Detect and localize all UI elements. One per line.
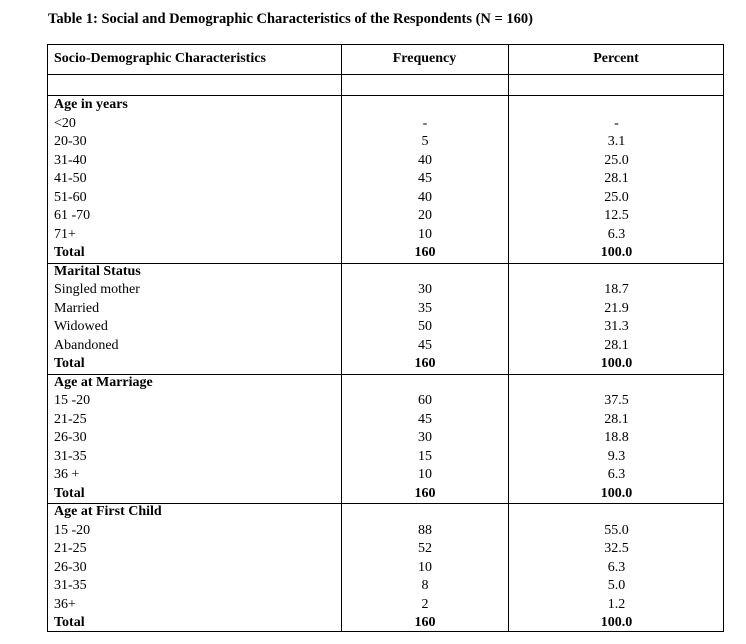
percent-cell: 31.3 (604, 319, 629, 334)
frequency-cell: 40 (418, 152, 432, 168)
row-label: 36+ (54, 596, 76, 612)
percent-cell: 100.0 (600, 245, 633, 260)
percent-cell (509, 374, 724, 392)
frequency-cell: 88 (418, 522, 432, 538)
percent-cell: 32.5 (604, 541, 629, 556)
section-heading: Age in years (54, 97, 128, 112)
percent-cell (509, 96, 724, 114)
percent-cell: 55.0 (604, 522, 629, 538)
percent-cell: 100.0 (600, 615, 633, 630)
percent-cell: 12.5 (604, 208, 629, 223)
frequency-cell: 10 (418, 467, 432, 482)
total-label: Total (54, 615, 85, 630)
percent-cell (509, 263, 724, 281)
frequency-cell: 10 (418, 559, 432, 575)
frequency-cell: 8 (421, 578, 429, 593)
frequency-cell: 30 (418, 430, 432, 445)
frequency-cell: 160 (414, 485, 436, 501)
percent-cell: 18.8 (604, 430, 629, 445)
total-label: Total (54, 245, 85, 260)
frequency-cell: 160 (414, 245, 436, 260)
percent-cell: 6.3 (607, 559, 626, 575)
row-label: 41-50 (54, 171, 87, 186)
frequency-cell: 15 (418, 448, 432, 464)
frequency-cell: 45 (418, 337, 432, 353)
frequency-cell: 160 (414, 356, 436, 371)
percent-cell: 18.7 (604, 282, 629, 297)
frequency-cell (345, 263, 505, 281)
percent-cell: 28.1 (604, 411, 629, 427)
frequency-cell: 52 (418, 541, 432, 556)
section-heading: Age at First Child (54, 504, 162, 519)
header-frequency: Frequency (392, 51, 457, 66)
table-caption: Table 1: Social and Demographic Characteristics of the Respondents (N = 160) (48, 11, 533, 27)
percent-cell: 100.0 (600, 485, 633, 501)
row-label: 31-40 (54, 152, 87, 168)
percent-cell: 37.5 (604, 393, 629, 408)
percent-cell: 25.0 (604, 189, 629, 205)
row-label: <20 (54, 115, 76, 131)
row-label: 71+ (54, 226, 76, 242)
header-divider (48, 74, 723, 75)
row-label: Widowed (54, 319, 108, 334)
frequency-cell: 50 (418, 319, 432, 334)
row-label: 21-25 (54, 411, 87, 427)
row-label: Singled mother (54, 282, 140, 297)
row-label: 31-35 (54, 578, 87, 593)
percent-cell: - (614, 115, 619, 131)
row-label: 26-30 (54, 559, 87, 575)
percent-cell: 5.0 (607, 578, 626, 593)
percent-cell: 6.3 (607, 226, 626, 242)
row-label: 20-30 (54, 134, 87, 149)
total-label: Total (54, 356, 85, 371)
frequency-cell: 30 (418, 282, 432, 297)
percent-cell: 6.3 (607, 467, 626, 482)
demographics-table (47, 44, 724, 632)
row-label: 31-35 (54, 448, 87, 464)
frequency-cell: 160 (414, 615, 436, 630)
frequency-cell: 10 (418, 226, 432, 242)
row-label: Married (54, 300, 100, 316)
row-label: 51-60 (54, 189, 87, 205)
row-label: 61 -70 (54, 208, 91, 223)
percent-cell: 9.3 (607, 448, 626, 464)
frequency-cell: 2 (421, 596, 429, 612)
row-label: 26-30 (54, 430, 87, 445)
row-label: Abandoned (54, 337, 119, 353)
frequency-cell: 40 (418, 189, 432, 205)
frequency-cell (345, 503, 505, 521)
percent-cell: 28.1 (604, 171, 629, 186)
frequency-cell: 35 (418, 300, 432, 316)
section-heading: Age at Marriage (54, 374, 153, 390)
frequency-cell: 45 (418, 411, 432, 427)
row-label: 15 -20 (54, 393, 91, 408)
percent-cell: 1.2 (607, 596, 626, 612)
frequency-cell (345, 374, 505, 392)
frequency-cell: - (422, 115, 428, 131)
row-label: 15 -20 (54, 522, 91, 538)
percent-cell: 3.1 (607, 134, 626, 149)
percent-cell: 28.1 (604, 337, 629, 353)
total-label: Total (54, 485, 85, 501)
header-percent: Percent (593, 51, 639, 66)
frequency-cell: 60 (418, 393, 432, 408)
percent-cell: 25.0 (604, 152, 629, 168)
row-label: 21-25 (54, 541, 87, 556)
frequency-cell: 5 (421, 134, 429, 149)
percent-cell: 100.0 (600, 356, 633, 371)
frequency-cell: 20 (418, 208, 432, 223)
section-heading: Marital Status (54, 263, 141, 279)
percent-cell: 21.9 (604, 300, 629, 316)
row-label: 36 + (54, 467, 80, 482)
frequency-cell (345, 96, 505, 114)
percent-cell (509, 503, 724, 521)
header-characteristic: Socio-Demographic Characteristics (54, 51, 266, 66)
frequency-cell: 45 (418, 171, 432, 186)
column-divider (341, 45, 342, 631)
